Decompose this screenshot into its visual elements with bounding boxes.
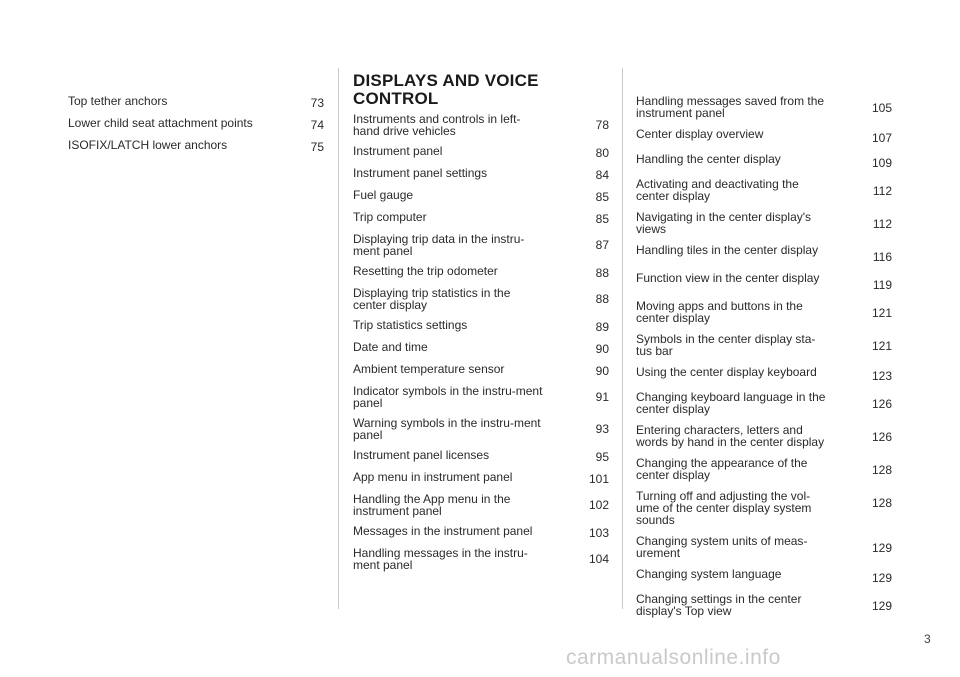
toc-entry[interactable] — [636, 424, 892, 448]
toc-entry-title: Resetting the trip odometer — [353, 264, 498, 278]
toc-entry-title: Using the center display keyboard — [636, 365, 817, 379]
toc-entry-page: 112 — [872, 217, 892, 231]
toc-entry-title: Messages in the instrument panel — [353, 524, 533, 538]
toc-entry-page: 121 — [871, 339, 892, 353]
toc-entry-page: 84 — [595, 168, 609, 182]
toc-entry-title: Changing system units of meas-urement — [636, 534, 808, 560]
page-number: 3 — [924, 632, 931, 646]
toc-entry[interactable] — [353, 417, 609, 441]
toc-entry-title: Activating and deactivating the center display — [636, 177, 799, 203]
toc-entry-page: 101 — [588, 472, 609, 486]
toc-entry-title: Handling the App menu in the instrument panel — [353, 492, 511, 518]
toc-entry[interactable] — [636, 593, 892, 617]
toc-entry[interactable] — [353, 385, 609, 409]
toc-column-2 — [353, 72, 609, 579]
toc-entry[interactable] — [353, 233, 609, 257]
toc-entry-title: Ambient temperature sensor — [353, 362, 505, 376]
toc-entry[interactable] — [68, 95, 324, 109]
toc-entry-page: 95 — [595, 450, 609, 464]
toc-entry-page: 103 — [588, 526, 609, 540]
toc-entry-title: Instruments and controls in left-hand drive vehicles — [353, 112, 521, 138]
toc-entry-title: Moving apps and buttons in the center display — [636, 299, 803, 325]
toc-entry-page: 73 — [310, 96, 324, 110]
column-divider-2 — [622, 68, 623, 609]
toc-entry[interactable] — [353, 319, 609, 333]
toc-column-3 — [636, 95, 892, 626]
toc-entry-page: 112 — [872, 184, 892, 198]
toc-entry-page: 104 — [588, 552, 609, 566]
toc-entry-title: Handling messages saved from the instrument panel — [636, 94, 825, 120]
toc-entry-title: ISOFIX/LATCH lower anchors — [68, 138, 228, 152]
toc-entry-title: Symbols in the center display sta-tus bar — [636, 332, 816, 358]
toc-entry-page: 121 — [871, 306, 892, 320]
toc-entry-page: 89 — [595, 320, 609, 334]
toc-entry-title: Fuel gauge — [353, 188, 414, 202]
toc-entry-page: 78 — [595, 118, 609, 132]
toc-entry-page: 90 — [595, 364, 609, 378]
toc-entry[interactable] — [353, 265, 609, 279]
toc-entry-title: Displaying trip data in the instru-ment panel — [353, 232, 525, 258]
toc-entry[interactable] — [353, 145, 609, 159]
toc-entry[interactable] — [353, 341, 609, 355]
toc-entry-title: Handling tiles in the center display — [636, 243, 819, 257]
toc-entry[interactable] — [353, 363, 609, 377]
toc-entry-title: Lower child seat attachment points — [68, 116, 253, 130]
toc-entry-title: App menu in instrument panel — [353, 470, 513, 484]
toc-entry[interactable] — [636, 366, 892, 382]
toc-entry-title: Handling messages in the instru-ment panel — [353, 546, 528, 572]
toc-entry-title: Changing settings in the center display's Top view — [636, 592, 802, 618]
toc-entry-title: Changing the appearance of the center display — [636, 456, 808, 482]
toc-entry[interactable] — [636, 535, 892, 559]
toc-entry[interactable] — [68, 139, 324, 153]
toc-entry-page: 128 — [871, 463, 892, 477]
toc-entry-page: 105 — [871, 101, 892, 115]
toc-entry[interactable] — [68, 117, 324, 131]
toc-entry-page: 129 — [871, 599, 892, 613]
toc-entry-title: Warning symbols in the instru-ment panel — [353, 416, 541, 442]
toc-entry-page: 87 — [595, 238, 609, 252]
toc-entry-title: Top tether anchors — [68, 94, 168, 108]
toc-entry-page: 126 — [871, 397, 892, 411]
toc-entry[interactable] — [353, 211, 609, 225]
toc-entry[interactable] — [636, 211, 892, 235]
toc-entry-title: Changing keyboard language in the center display — [636, 390, 826, 416]
toc-entry-title: Center display overview — [636, 127, 764, 141]
toc-entry[interactable] — [353, 449, 609, 463]
toc-entry-page: 129 — [871, 571, 892, 585]
toc-column-1 — [68, 95, 324, 161]
toc-entry[interactable] — [636, 272, 892, 291]
toc-entry-title: Trip statistics settings — [353, 318, 468, 332]
toc-entry[interactable] — [636, 178, 892, 202]
toc-entry[interactable] — [353, 287, 609, 311]
toc-entry[interactable] — [636, 568, 892, 584]
toc-entry[interactable] — [636, 95, 892, 119]
toc-entry-page: 85 — [595, 190, 609, 204]
toc-entry-title: Indicator symbols in the instru-ment panel — [353, 384, 543, 410]
toc-entry[interactable] — [636, 153, 892, 169]
toc-entry-page: 74 — [310, 118, 324, 132]
toc-entry[interactable] — [636, 244, 892, 263]
toc-entry-title: Turning off and adjusting the vol-ume of the center display system sounds — [636, 489, 812, 527]
toc-entry-title: Navigating in the center display's views — [636, 210, 812, 236]
toc-entry[interactable] — [353, 493, 609, 517]
toc-entry[interactable] — [636, 128, 892, 144]
toc-entry-title: Function view in the center display — [636, 271, 820, 285]
toc-entry-page: 129 — [871, 541, 892, 555]
toc-entry-title: Entering characters, letters and words by hand in the center display — [636, 423, 825, 449]
toc-entry-page: 88 — [595, 292, 609, 306]
toc-entry-page: 128 — [871, 496, 892, 510]
toc-entry-page: 91 — [595, 390, 609, 404]
toc-entry-page: 119 — [872, 278, 892, 292]
toc-entry-page: 109 — [871, 156, 892, 170]
toc-entry-title: Instrument panel settings — [353, 166, 488, 180]
toc-entry-page: 123 — [871, 369, 892, 383]
toc-entry[interactable] — [353, 113, 609, 137]
section-heading: DISPLAYS AND VOICE CONTROL — [353, 71, 539, 108]
toc-entry-page: 90 — [595, 342, 609, 356]
toc-entry-page: 93 — [595, 422, 609, 436]
toc-entry-title: Changing system language — [636, 567, 782, 581]
toc-entry-title: Displaying trip statistics in the center display — [353, 286, 511, 312]
toc-entry-page: 85 — [595, 212, 609, 226]
toc-entry[interactable] — [353, 547, 609, 571]
toc-entry-title: Date and time — [353, 340, 428, 354]
toc-entry-page: 80 — [595, 146, 609, 160]
toc-entry[interactable] — [353, 471, 609, 485]
toc-entry[interactable] — [636, 457, 892, 481]
toc-entry[interactable] — [636, 300, 892, 324]
toc-entry-page: 116 — [872, 250, 892, 264]
toc-entry-page: 107 — [871, 131, 892, 145]
watermark: carmanualsonline.info — [566, 646, 781, 669]
toc-entry-title: Trip computer — [353, 210, 427, 224]
toc-entry[interactable] — [353, 189, 609, 203]
toc-entry-title: Handling the center display — [636, 152, 781, 166]
toc-entry[interactable] — [636, 333, 892, 357]
toc-entry-title: Instrument panel licenses — [353, 448, 490, 462]
column-divider-1 — [338, 68, 339, 609]
toc-entry-page: 88 — [595, 266, 609, 280]
toc-entry-page: 102 — [588, 498, 609, 512]
toc-entry[interactable] — [636, 391, 892, 415]
toc-entry[interactable] — [636, 490, 892, 526]
toc-entry-page: 126 — [871, 430, 892, 444]
toc-entry-page: 75 — [310, 140, 324, 154]
toc-entry[interactable] — [353, 525, 609, 539]
toc-entry[interactable] — [353, 167, 609, 181]
toc-entry-title: Instrument panel — [353, 144, 443, 158]
